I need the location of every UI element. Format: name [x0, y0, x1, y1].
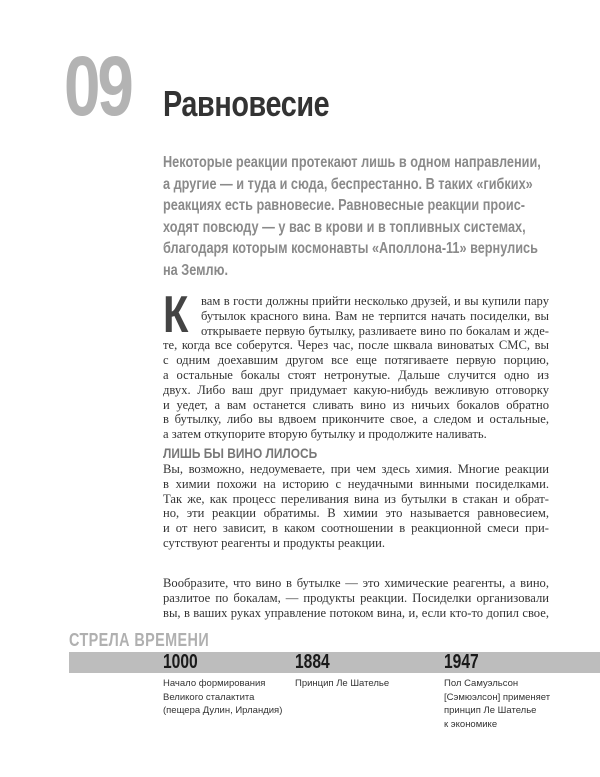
body-line: а затем откупорите вторую бутылку и продолжите наливать. — [163, 427, 487, 442]
event-line: Пол Самуэльсон — [444, 678, 519, 689]
timeline-year: 1947 — [444, 651, 479, 673]
lead-line: ходят повсюду — у вас в крови и в топливных системах, — [163, 218, 526, 236]
body-line: вы, в ваших руках управление потоком вина, и, если кто-то допил свое, — [163, 605, 549, 620]
timeline-bar — [69, 652, 600, 673]
timeline-event — [295, 677, 389, 691]
timeline-year: 1000 — [163, 651, 198, 673]
body-line: двух. Либо ваш друг придумает какую-нибудь вежливую отговорку — [163, 382, 549, 397]
lead-line: Некоторые реакции протекают лишь в одном направлении, — [163, 154, 541, 171]
lead-line: благодаря которым космонавты «Аполлона-11» вернулись — [163, 240, 538, 258]
section-heading: ЛИШЬ БЫ ВИНО ЛИЛОСЬ — [163, 445, 318, 461]
event-line: принцип Ле Шателье — [444, 705, 537, 716]
body-line: открываете первую бутылку, разливаете вино по бокалам и жде- — [201, 323, 549, 338]
lead-line: а другие — и туда и сюда, беспрестанно. В таких «гибких» — [163, 175, 533, 193]
lead-paragraph — [163, 152, 548, 282]
timeline-heading: СТРЕЛА ВРЕМЕНИ — [69, 630, 210, 650]
event-line: Великого сталактита — [163, 691, 255, 703]
lead-line: на Землю. — [163, 261, 229, 279]
body-line: Вообразите, что вино в бутылке — это химические реагенты, а вино, — [163, 576, 549, 590]
body-line: с одним доехавшим другом все еще потягиваете первую порцию, — [163, 353, 549, 368]
timeline-event — [163, 677, 282, 718]
body-line: бутылок красного вина. Вам не терпится начать посиделки, вы — [201, 308, 549, 323]
body-line: разлитое по бокалам, — продукты реакции. Посиделки организовали — [163, 590, 549, 605]
event-line: к экономике — [444, 718, 498, 730]
chapter-title: Равновесие — [163, 83, 330, 124]
body-line: и от него зависит, в каком соотношении в реакционной смеси при- — [163, 521, 549, 536]
body-line: Вы, возможно, недоумеваете, при чем здесь химия. Многие реакции — [163, 462, 549, 476]
intro-paragraph — [163, 286, 549, 442]
chapter-number: 09 — [64, 39, 131, 133]
body-line: а остальные бокалы стоят нетронутые. Дальше случится одно из — [163, 367, 549, 382]
event-line: (пещера Дулин, Ирландия) — [163, 705, 283, 716]
timeline-event — [444, 677, 550, 731]
event-line: Начало формирования — [163, 678, 266, 689]
event-line: Принцип Ле Шателье — [295, 678, 390, 689]
section-paragraph — [163, 576, 549, 620]
drop-cap: К — [163, 286, 189, 344]
lead-line: реакциях есть равновесие. Равновесные реакции проис- — [163, 197, 526, 215]
timeline-year: 1884 — [295, 651, 330, 673]
section-paragraph — [163, 462, 549, 551]
body-line: Так же, как процесс переливания вина из бутылки в стакан и обрат- — [163, 491, 549, 506]
body-line: вам в гости должны прийти несколько друзей, и вы купили пару — [201, 294, 549, 308]
body-line: в бутылку, либо вы вдвоем прикончите свое, а следом и остальные, — [163, 412, 549, 427]
body-line: и уедет, а вам останется сливать вино из ничьих бокалов обратно — [163, 397, 549, 412]
body-line: те, когда все соберутся. Через час, после шквала виноватых СМС, вы — [163, 338, 549, 353]
body-line: в химии похожи на историю с неудачными винными посиделками. — [163, 476, 549, 491]
body-line: сутствуют реагенты и продукты реакции. — [163, 535, 385, 550]
body-line: но, эти реакции обратимы. В химии это называется равновесием, — [163, 506, 549, 521]
event-line: [Сэмюэлсон] применяет — [444, 691, 551, 703]
